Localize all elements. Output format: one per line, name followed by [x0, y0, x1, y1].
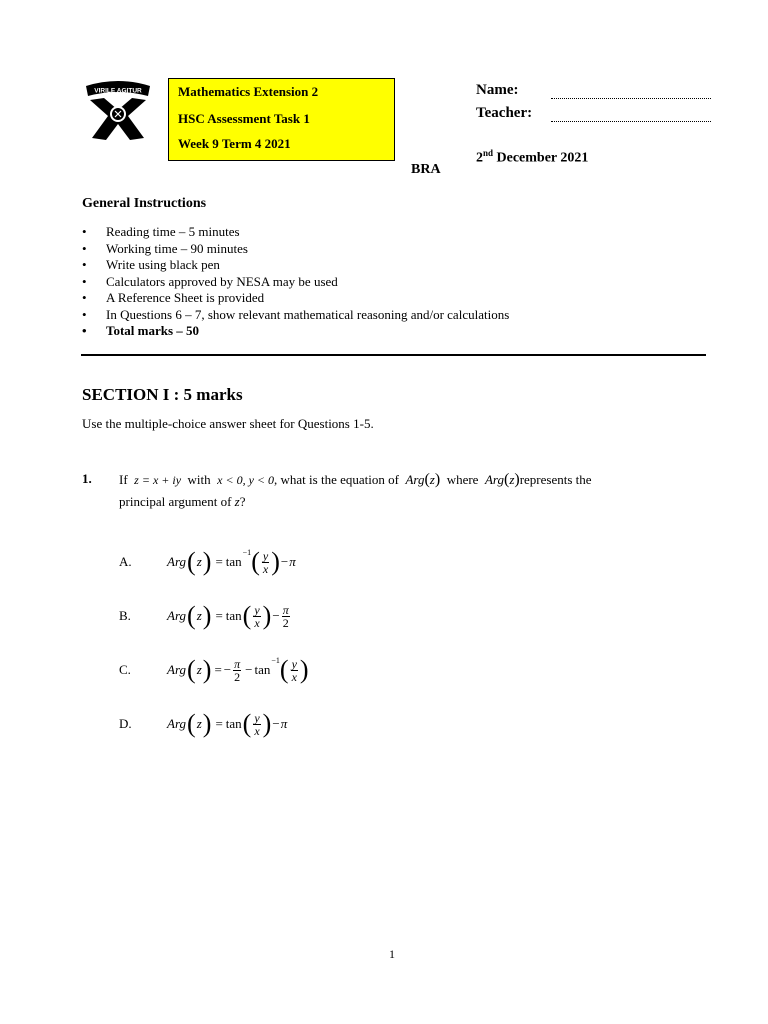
bullet-icon: • [82, 224, 87, 239]
instruction-item: • Calculators approved by NESA may be used [82, 273, 338, 289]
condition: x < 0, y < 0 [217, 473, 275, 487]
instruction-item: • Write using black pen [82, 257, 220, 272]
instruction-item: • A Reference Sheet is provided [82, 290, 265, 305]
question-text-line1: If z = x + iy with x < 0, y < 0, what is the equation of Arg(z) where Arg(z)represents the [119, 471, 592, 488]
option-a-label[interactable]: A. [119, 554, 132, 569]
option-a-equation: Arg ( z ) = tan $^{-1}$ ( $\frac{y}{x}$ ) − π [167, 547, 296, 576]
bullet-icon: • [82, 240, 87, 256]
option-c-label[interactable]: C. [119, 662, 131, 677]
bullet-icon: • [82, 306, 87, 322]
option-d-label[interactable]: D. [119, 716, 132, 731]
instruction-item-bold: • Total marks – 50 [82, 323, 200, 338]
option-d-equation: Arg ( z ) = tan ( $\frac{y}{x}$ ) − π [167, 709, 288, 738]
option-b-equation: Arg ( z ) = tan ( $\frac{y}{x}$ ) − $\frac{\pi}{2}$ [167, 601, 289, 630]
bullet-icon: • [82, 257, 87, 272]
date-day: 2 [476, 150, 483, 166]
option-b-label[interactable]: B. [119, 608, 131, 623]
task-title: HSC Assessment Task 1 [178, 111, 310, 126]
question-number: 1. [82, 471, 92, 486]
date-rest: December 2021 [493, 150, 589, 166]
instruction-item: • Working time – 90 minutes [82, 240, 248, 256]
page-number: 1 [389, 947, 395, 961]
class-code: BRA [411, 162, 441, 177]
z-equation: z = x + iy [134, 473, 182, 487]
question-text-line2: principal argument of z? [119, 494, 246, 509]
bullet-icon: • [82, 323, 87, 338]
option-c-equation: Arg ( z ) = − $\frac{\pi}{2}$ − tan $^{-1}$ ( $\frac{y}{x}$ ) [167, 655, 309, 684]
bullet-icon: • [82, 273, 87, 289]
name-field[interactable] [551, 98, 711, 99]
school-crest-logo [82, 78, 154, 144]
logo-motto-text: VIRILE AGITUR [94, 87, 142, 95]
instruction-item: • In Questions 6 – 7, show relevant mathematical reasoning and/or calculations [82, 306, 510, 322]
course-title: Mathematics Extension 2 [178, 84, 319, 99]
name-label: Name: [476, 82, 519, 98]
section-title: SECTION I : 5 marks [82, 385, 243, 404]
bullet-icon: • [82, 290, 87, 305]
term-week: Week 9 Term 4 2021 [178, 136, 291, 151]
instructions-list [82, 224, 682, 340]
instructions-title: General Instructions [82, 196, 207, 211]
course-info-box [168, 78, 395, 161]
section-intro: Use the multiple-choice answer sheet for Questions 1-5. [82, 416, 374, 431]
exam-date [476, 148, 588, 167]
teacher-field[interactable] [551, 121, 711, 122]
divider-rule [81, 354, 706, 356]
teacher-label: Teacher: [476, 105, 533, 121]
instruction-item: • Reading time – 5 minutes [82, 224, 240, 239]
date-suffix: nd [483, 148, 494, 158]
